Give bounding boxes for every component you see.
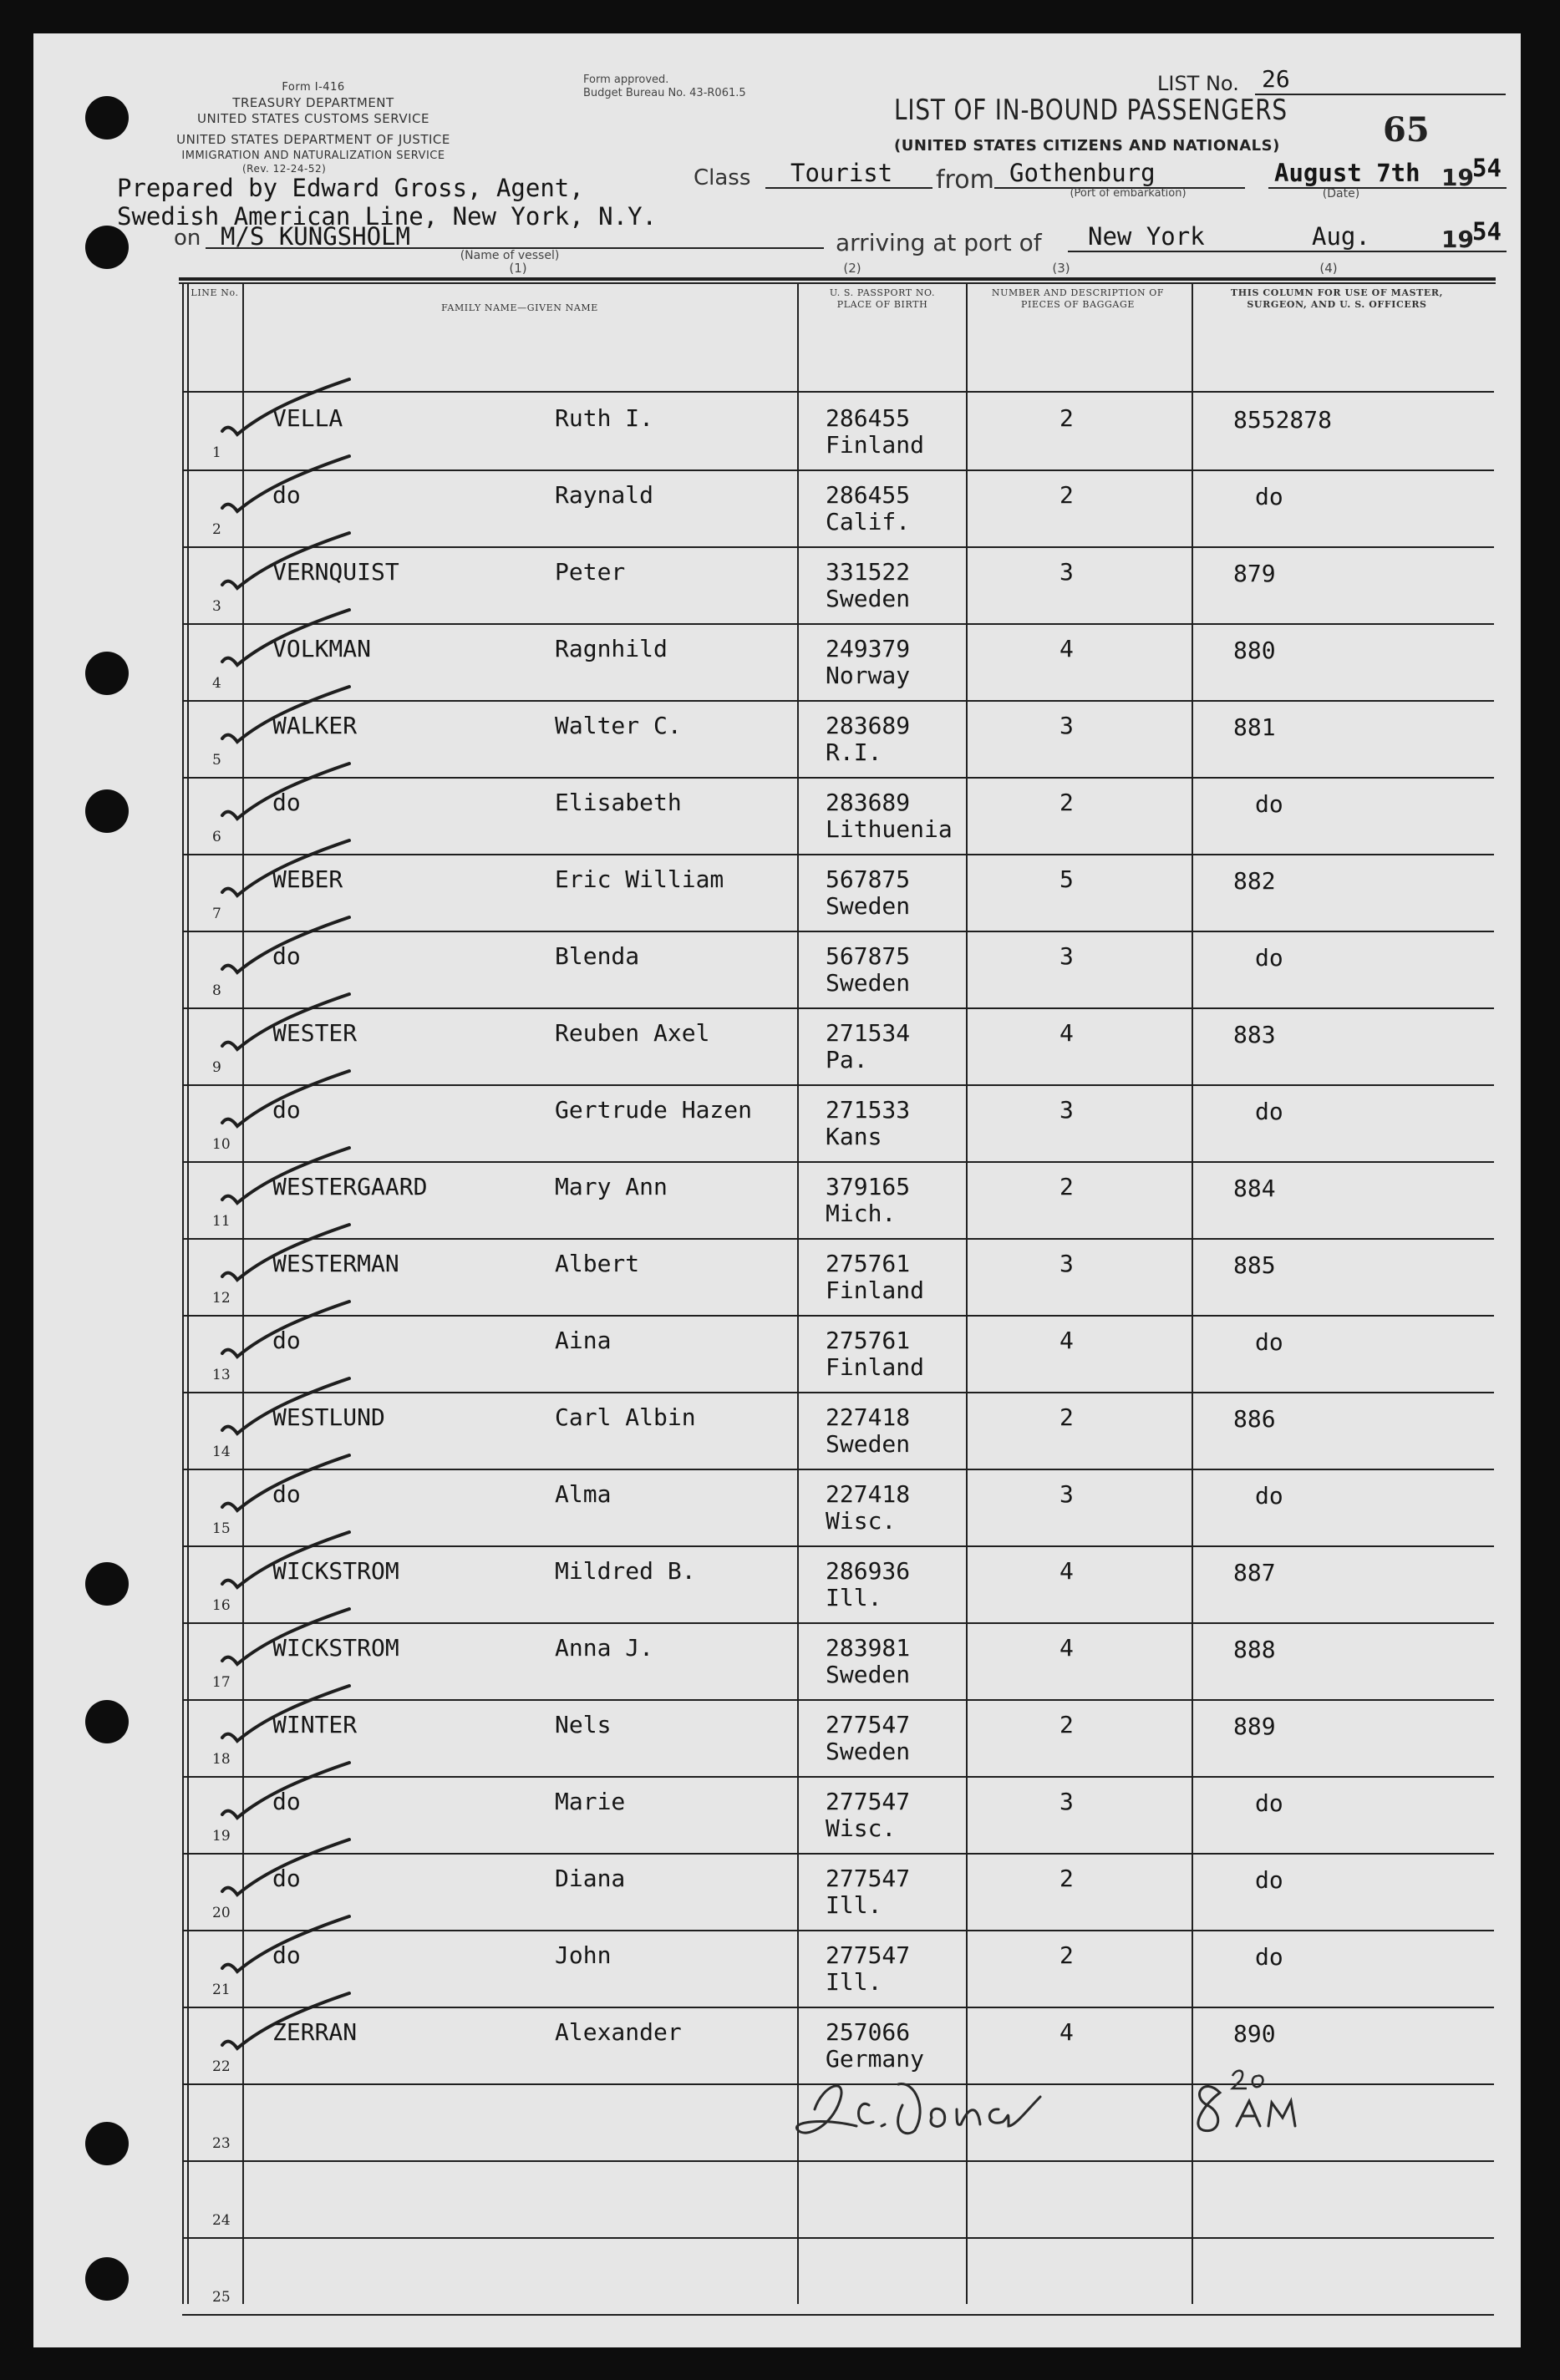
check-mark-icon — [216, 603, 358, 678]
officer-note: 889 — [1233, 1713, 1276, 1740]
table-row — [182, 2237, 1487, 2314]
officer-note: do — [1255, 1866, 1283, 1894]
given-name: Ruth I. — [555, 404, 654, 432]
family-name: WICKSTROM — [272, 1634, 399, 1662]
port-caption: (Port of embarkation) — [1070, 187, 1187, 200]
table-row — [182, 854, 1487, 931]
birthplace: R.I. — [826, 738, 882, 766]
officer-note: do — [1255, 1098, 1283, 1125]
table-row — [182, 1238, 1487, 1315]
given-name: Elisabeth — [555, 789, 682, 816]
arrival-year: 54 — [1472, 217, 1502, 246]
baggage-count: 4 — [1059, 1634, 1074, 1662]
passport-number: 283981 — [826, 1634, 911, 1662]
ins-label: IMMIGRATION AND NATURALIZATION SERVICE — [181, 150, 445, 162]
line-number: 16 — [212, 1597, 231, 1614]
departure-year: 54 — [1472, 154, 1502, 182]
header-passport: U. S. PASSPORT NO. PLACE OF BIRTH — [829, 287, 936, 310]
check-mark-icon — [216, 526, 358, 601]
family-name: do — [272, 942, 301, 970]
line-number: 10 — [212, 1136, 231, 1153]
departure-date: August 7th — [1274, 159, 1420, 187]
birthplace: Ill. — [826, 1968, 882, 1996]
given-name: Marie — [555, 1788, 626, 1815]
check-mark-icon — [216, 1602, 358, 1677]
form-approved: Form approved. — [583, 74, 669, 86]
passenger-table — [182, 282, 1487, 2304]
officer-note: 883 — [1233, 1021, 1276, 1048]
check-mark-icon — [216, 1295, 358, 1370]
given-name: Albert — [555, 1250, 640, 1277]
birthplace: Norway — [826, 662, 911, 689]
arrival-year-prefix: 19 — [1441, 226, 1474, 253]
line-number: 8 — [212, 982, 221, 999]
class-line — [765, 187, 932, 189]
officer-note: 879 — [1233, 560, 1276, 587]
baggage-count: 2 — [1059, 1403, 1074, 1431]
passport-number: 379165 — [826, 1173, 911, 1200]
line-number: 24 — [212, 2212, 231, 2229]
passport-number: 249379 — [826, 635, 911, 662]
birthplace: Finland — [826, 1353, 925, 1381]
birthplace: Mich. — [826, 1200, 897, 1227]
family-name: WESTER — [272, 1019, 358, 1047]
approval-block — [583, 74, 746, 100]
family-name: do — [272, 1941, 301, 1969]
column-number-4: (4) — [1319, 261, 1338, 276]
line-number: 13 — [212, 1367, 231, 1383]
given-name: Carl Albin — [555, 1403, 696, 1431]
passport-number: 275761 — [826, 1327, 911, 1354]
prepared-by-line-2: Swedish American Line, New York, N.Y. — [117, 202, 658, 231]
header-baggage: NUMBER AND DESCRIPTION OF PIECES OF BAGGAGE — [991, 287, 1165, 310]
given-name: Peter — [555, 558, 626, 586]
binder-hole — [85, 1562, 129, 1606]
passport-number: 277547 — [826, 1788, 911, 1815]
baggage-count: 2 — [1059, 404, 1074, 432]
table-row — [182, 469, 1487, 546]
officer-note: do — [1255, 1482, 1283, 1510]
row-rule — [182, 2314, 1494, 2316]
family-name: do — [272, 1788, 301, 1815]
list-number-label: LIST No. — [1157, 72, 1239, 95]
line-number: 7 — [212, 906, 221, 922]
passport-number: 286936 — [826, 1557, 911, 1585]
header-name: FAMILY NAME—GIVEN NAME — [441, 302, 598, 313]
line-number: 12 — [212, 1290, 231, 1307]
officer-note: do — [1255, 1789, 1283, 1817]
baggage-count: 5 — [1059, 865, 1074, 893]
birthplace: Sweden — [826, 1430, 911, 1458]
check-mark-icon — [216, 1756, 358, 1831]
line-number: 6 — [212, 829, 221, 845]
line-number: 19 — [212, 1828, 231, 1845]
given-name: Mary Ann — [555, 1173, 668, 1200]
check-mark-icon — [216, 1449, 358, 1524]
arriving-label: arriving at port of — [836, 229, 1042, 256]
family-name: do — [272, 1865, 301, 1892]
given-name: Raynald — [555, 481, 654, 509]
table-top-rule — [179, 277, 1496, 281]
baggage-count: 2 — [1059, 1173, 1074, 1200]
check-mark-icon — [216, 757, 358, 832]
table-row — [182, 931, 1487, 1007]
given-name: Reuben Axel — [555, 1019, 710, 1047]
officer-note: 882 — [1233, 867, 1276, 895]
passport-number: 331522 — [826, 558, 911, 586]
page-number: 65 — [1383, 110, 1430, 150]
passport-number: 227418 — [826, 1403, 911, 1431]
baggage-count: 2 — [1059, 789, 1074, 816]
birthplace: Ill. — [826, 1584, 882, 1611]
officer-note: 880 — [1233, 637, 1276, 664]
passport-number: 271534 — [826, 1019, 911, 1047]
from-label: from — [936, 165, 994, 195]
check-mark-icon — [216, 449, 358, 525]
given-name: John — [555, 1941, 612, 1969]
line-number: 1 — [212, 444, 221, 461]
passport-number: 277547 — [826, 1865, 911, 1892]
family-name: do — [272, 789, 301, 816]
birthplace: Wisc. — [826, 1814, 897, 1842]
check-mark-icon — [216, 1064, 358, 1139]
table-row — [182, 1622, 1487, 1699]
check-mark-icon — [216, 987, 358, 1063]
list-title: LIST OF IN-BOUND PASSENGERS — [894, 94, 1288, 127]
check-mark-icon — [216, 680, 358, 755]
customs-label: UNITED STATES CUSTOMS SERVICE — [196, 111, 430, 126]
passport-number: 567875 — [826, 865, 911, 893]
check-mark-icon — [216, 1372, 358, 1447]
line-number: 15 — [212, 1520, 231, 1537]
birthplace: Germany — [826, 2045, 925, 2073]
passport-number: 271533 — [826, 1096, 911, 1124]
list-number: 26 — [1262, 65, 1290, 93]
line-number: 5 — [212, 752, 221, 769]
binder-hole — [85, 652, 129, 695]
given-name: Walter C. — [555, 712, 682, 739]
family-name: VOLKMAN — [272, 635, 372, 662]
family-name: VELLA — [272, 404, 343, 432]
officer-note: 8552878 — [1233, 406, 1333, 434]
binder-hole — [85, 96, 129, 140]
check-mark-icon — [216, 1987, 358, 2062]
officer-note: 884 — [1233, 1175, 1276, 1202]
family-name: WINTER — [272, 1711, 358, 1738]
table-row — [182, 2160, 1487, 2237]
birthplace: Wisc. — [826, 1507, 897, 1535]
embarkation-port: Gothenburg — [1009, 159, 1156, 187]
binder-hole — [85, 2257, 129, 2301]
officer-note: 887 — [1233, 1559, 1276, 1586]
table-row — [182, 1392, 1487, 1469]
column-number-1: (1) — [509, 261, 527, 276]
check-mark-icon — [216, 1141, 358, 1216]
line-number: 25 — [212, 2289, 231, 2306]
class-label: Class — [694, 165, 751, 190]
baggage-count: 4 — [1059, 1327, 1074, 1354]
header-line-no: LINE No. — [191, 287, 239, 298]
birthplace: Sweden — [826, 1738, 911, 1765]
family-name: do — [272, 1327, 301, 1354]
list-subtitle: (UNITED STATES CITIZENS AND NATIONALS) — [894, 137, 1280, 155]
baggage-count: 2 — [1059, 481, 1074, 509]
line-number: 22 — [212, 2058, 231, 2075]
table-row — [182, 1699, 1487, 1776]
table-row — [182, 1853, 1487, 1930]
prepared-by-line-1: Prepared by Edward Gross, Agent, — [117, 174, 584, 202]
baggage-count: 3 — [1059, 1250, 1074, 1277]
baggage-count: 4 — [1059, 1557, 1074, 1585]
officer-note: 885 — [1233, 1251, 1276, 1279]
baggage-count: 3 — [1059, 1096, 1074, 1124]
table-row — [182, 1315, 1487, 1392]
check-mark-icon — [216, 373, 358, 448]
line-number: 14 — [212, 1444, 231, 1460]
officer-note: do — [1255, 790, 1283, 818]
family-name: WESTLUND — [272, 1403, 385, 1431]
passport-number: 283689 — [826, 712, 911, 739]
header-officers: THIS COLUMN FOR USE OF MASTER, SURGEON, AND U. S. OFFICERS — [1230, 287, 1444, 310]
family-name: WICKSTROM — [272, 1557, 399, 1585]
arrival-month: Aug. — [1312, 222, 1370, 251]
given-name: Ragnhild — [555, 635, 668, 662]
birthplace: Ill. — [826, 1891, 882, 1919]
signature — [790, 2059, 1057, 2151]
line-number: 18 — [212, 1751, 231, 1768]
justice-label: UNITED STATES DEPARTMENT OF JUSTICE — [176, 132, 450, 147]
agency-block — [159, 79, 468, 175]
baggage-count: 3 — [1059, 1480, 1074, 1508]
officer-note: do — [1255, 1943, 1283, 1971]
arrival-line — [1068, 251, 1507, 252]
passport-number: 227418 — [826, 1480, 911, 1508]
officer-note: 888 — [1233, 1636, 1276, 1663]
birthplace: Sweden — [826, 969, 911, 997]
line-number: 23 — [212, 2135, 231, 2152]
binder-hole — [85, 789, 129, 833]
column-number-2: (2) — [843, 261, 861, 276]
class-value: Tourist — [790, 159, 893, 187]
birthplace: Kans — [826, 1123, 882, 1150]
birthplace: Sweden — [826, 585, 911, 612]
birthplace: Sweden — [826, 1661, 911, 1688]
family-name: VERNQUIST — [272, 558, 399, 586]
birthplace: Finland — [826, 431, 925, 459]
family-name: WESTERGAARD — [272, 1173, 428, 1200]
check-mark-icon — [216, 834, 358, 909]
family-name: do — [272, 481, 301, 509]
baggage-count: 2 — [1059, 1711, 1074, 1738]
form-number: Form I-416 — [282, 81, 345, 94]
table-row — [182, 1776, 1487, 1853]
table-row — [182, 393, 1487, 469]
baggage-count: 2 — [1059, 1865, 1074, 1892]
passport-number: 286455 — [826, 404, 911, 432]
check-mark-icon — [216, 1218, 358, 1293]
on-label: on — [174, 226, 201, 251]
baggage-count: 3 — [1059, 942, 1074, 970]
passport-number: 277547 — [826, 1711, 911, 1738]
given-name: Anna J. — [555, 1634, 654, 1662]
passport-number: 286455 — [826, 481, 911, 509]
passport-number: 275761 — [826, 1250, 911, 1277]
family-name: do — [272, 1480, 301, 1508]
birthplace: Finland — [826, 1276, 925, 1304]
column-number-3: (3) — [1052, 261, 1070, 276]
line-number: 11 — [212, 1213, 231, 1230]
line-number: 20 — [212, 1905, 231, 1921]
binder-hole — [85, 2122, 129, 2165]
table-row — [182, 546, 1487, 623]
family-name: do — [272, 1096, 301, 1124]
baggage-count: 3 — [1059, 1788, 1074, 1815]
line-number: 2 — [212, 521, 221, 538]
table-row — [182, 777, 1487, 854]
birthplace: Pa. — [826, 1046, 868, 1073]
year-prefix: 19 — [1441, 164, 1474, 191]
table-row — [182, 623, 1487, 700]
line-number: 21 — [212, 1982, 231, 1998]
binder-hole — [85, 1700, 129, 1743]
table-row — [182, 1007, 1487, 1084]
vessel-name: M/S KUNGSHOLM — [221, 222, 410, 251]
check-mark-icon — [216, 911, 358, 986]
table-row — [182, 1161, 1487, 1238]
passport-number: 257066 — [826, 2018, 911, 2046]
line-number: 4 — [212, 675, 221, 692]
family-name: WEBER — [272, 865, 343, 893]
check-mark-icon — [216, 1679, 358, 1754]
time-annotation — [1187, 2059, 1329, 2151]
arrival-port: New York — [1088, 222, 1205, 251]
given-name: Gertrude Hazen — [555, 1096, 753, 1124]
table-row — [182, 1930, 1487, 2007]
budget-bureau: Budget Bureau No. 43-R061.5 — [583, 87, 746, 99]
binder-hole — [85, 226, 129, 269]
line-number: 17 — [212, 1674, 231, 1691]
manifest-page — [33, 33, 1521, 2347]
given-name: Blenda — [555, 942, 640, 970]
revision-label: (Rev. 12-24-52) — [242, 163, 327, 175]
date-caption: (Date) — [1322, 187, 1360, 200]
line-number: 3 — [212, 598, 221, 615]
passport-number: 277547 — [826, 1941, 911, 1969]
officer-note: do — [1255, 1328, 1283, 1356]
baggage-count: 3 — [1059, 712, 1074, 739]
baggage-count: 4 — [1059, 1019, 1074, 1047]
given-name: Diana — [555, 1865, 626, 1892]
passport-number: 283689 — [826, 789, 911, 816]
officer-note: 890 — [1233, 2020, 1276, 2048]
table-top-rule-inner — [179, 282, 1496, 284]
birthplace: Sweden — [826, 892, 911, 920]
officer-note: 881 — [1233, 713, 1276, 741]
list-number-line — [1255, 94, 1506, 95]
given-name: Eric William — [555, 865, 724, 893]
birthplace: Calif. — [826, 508, 911, 535]
treasury-label: TREASURY DEPARTMENT — [232, 95, 394, 110]
check-mark-icon — [216, 1525, 358, 1601]
family-name: WESTERMAN — [272, 1250, 399, 1277]
table-row — [182, 1469, 1487, 1545]
family-name: WALKER — [272, 712, 358, 739]
vessel-caption: (Name of vessel) — [460, 249, 560, 262]
baggage-count: 2 — [1059, 1941, 1074, 1969]
table-row — [182, 1545, 1487, 1622]
officer-note: do — [1255, 944, 1283, 972]
given-name: Alma — [555, 1480, 612, 1508]
baggage-count: 4 — [1059, 635, 1074, 662]
check-mark-icon — [216, 1833, 358, 1908]
line-number: 9 — [212, 1059, 221, 1076]
check-mark-icon — [216, 1910, 358, 1985]
birthplace: Lithuenia — [826, 815, 953, 843]
baggage-count: 4 — [1059, 2018, 1074, 2046]
officer-note: 886 — [1233, 1405, 1276, 1433]
family-name: ZERRAN — [272, 2018, 358, 2046]
table-row — [182, 1084, 1487, 1161]
given-name: Mildred B. — [555, 1557, 696, 1585]
baggage-count: 3 — [1059, 558, 1074, 586]
table-row — [182, 700, 1487, 777]
officer-note: do — [1255, 483, 1283, 510]
given-name: Aina — [555, 1327, 612, 1354]
passport-number: 567875 — [826, 942, 911, 970]
given-name: Alexander — [555, 2018, 682, 2046]
given-name: Nels — [555, 1711, 612, 1738]
